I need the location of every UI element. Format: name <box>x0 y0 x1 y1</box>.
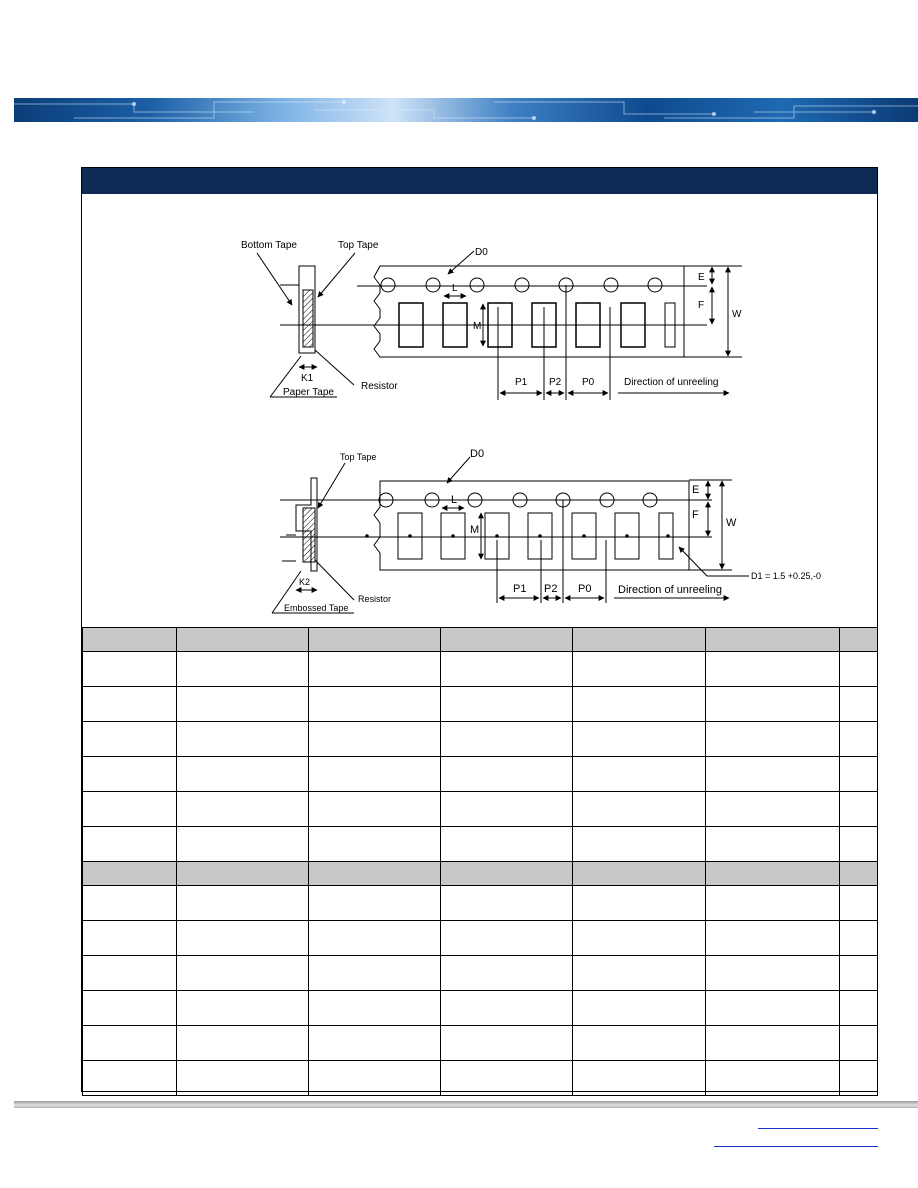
embossed-pockets <box>398 513 673 559</box>
label-p2: P2 <box>549 377 562 388</box>
label-top-tape: Top Tape <box>338 240 379 251</box>
label-d0-embossed: D0 <box>470 448 485 460</box>
table-row <box>83 921 878 956</box>
table-header-row <box>83 862 878 886</box>
circuit-pattern <box>14 98 918 122</box>
table-header-row <box>83 628 878 652</box>
specification-box <box>81 167 878 1092</box>
table-row <box>83 757 878 792</box>
table-row <box>83 722 878 757</box>
label-resistor-embossed: Resistor <box>358 594 392 604</box>
table-row <box>83 687 878 722</box>
label-k2: K2 <box>299 577 311 587</box>
table-row <box>83 1026 878 1061</box>
table-row <box>83 1061 878 1096</box>
footer-link-2[interactable] <box>714 1146 878 1147</box>
table-row <box>83 956 878 991</box>
label-resistor: Resistor <box>361 381 398 392</box>
section-header-bar <box>82 168 877 194</box>
dimension-table <box>82 627 878 1096</box>
label-embossed-tape: Embossed Tape <box>284 603 349 613</box>
paper-tape-labels <box>241 240 742 398</box>
label-l: L <box>452 283 458 294</box>
sprocket-holes <box>381 278 662 292</box>
table-row <box>83 991 878 1026</box>
tape-diagram <box>82 195 877 627</box>
label-d1-note: D1 = 1.5 +0.25,-0 <box>751 571 822 581</box>
label-p1-embossed: P1 <box>513 583 527 595</box>
embossed-tape-labels <box>284 448 821 613</box>
label-l-embossed: L <box>451 494 458 506</box>
label-d0: D0 <box>475 247 488 258</box>
label-f-embossed: F <box>692 509 699 521</box>
table-row <box>83 792 878 827</box>
label-bottom-tape: Bottom Tape <box>241 240 297 251</box>
label-e-embossed: E <box>692 484 700 496</box>
label-p2-embossed: P2 <box>544 583 558 595</box>
table-row <box>83 652 878 687</box>
resistor-hatch-embossed <box>303 508 315 562</box>
label-direction: Direction of unreeling <box>624 377 719 388</box>
resistor-hatch <box>303 290 313 347</box>
footer-link-1[interactable] <box>758 1128 878 1129</box>
label-direction-embossed: Direction of unreeling <box>618 584 722 596</box>
label-m: M <box>473 321 482 332</box>
table-row <box>83 886 878 921</box>
label-p0: P0 <box>582 377 595 388</box>
label-f: F <box>698 300 705 311</box>
label-w: W <box>732 309 742 320</box>
label-k1: K1 <box>301 373 314 384</box>
label-top-tape-embossed: Top Tape <box>340 452 377 462</box>
table-row <box>83 827 878 862</box>
label-e: E <box>698 272 705 283</box>
header-banner <box>14 98 918 122</box>
label-w-embossed: W <box>726 517 737 529</box>
label-m-embossed: M <box>470 524 480 536</box>
label-p0-embossed: P0 <box>578 583 592 595</box>
label-p1: P1 <box>515 377 528 388</box>
label-paper-tape: Paper Tape <box>283 387 334 398</box>
footer-divider <box>14 1101 918 1108</box>
